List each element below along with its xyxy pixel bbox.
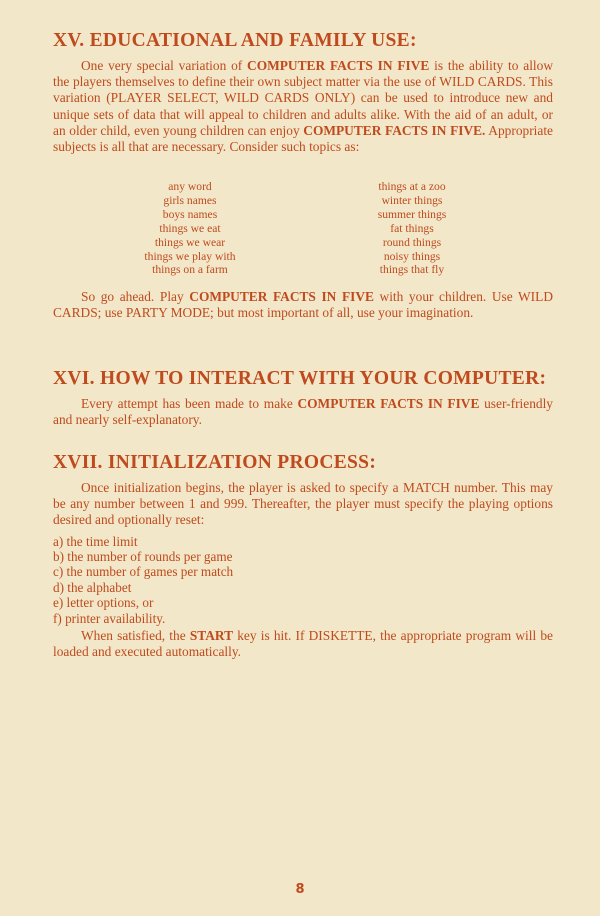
options-list [53,534,553,626]
topic-item: girls names [163,193,217,207]
text-run: user-friendly and nearly self-explanatory. [53,396,553,428]
product-name: COMPUTER FACTS IN FIVE [189,289,374,304]
topic-item: things on a farm [152,263,228,277]
text-run: One very special variation of [81,58,248,73]
topic-item: things we play with [144,249,236,263]
text-run: with your children. Use WILD CARDS; use PARTY MODE; but most important of all, use your imagination. [53,289,553,321]
topic-item: winter things [381,193,443,207]
topic-item: things at a zoo [378,180,446,193]
topic-item: round things [382,235,442,249]
section-paragraph [53,396,553,428]
option-item: f) printer availability. [53,610,166,626]
section-heading: XVII. INITIALIZATION PROCESS: [53,452,377,473]
topic-item: summer things [377,207,447,221]
section-paragraph [53,58,553,155]
topic-lists [0,180,600,280]
topic-item: things that fly [379,263,445,277]
text-run: is the ability to allow the players themselves to define their own subject matter via the use of WILD CARDS. This variation (PLAYER SELECT, WILD CARDS ONLY) can be used to introduce new and unique sets of data that will appeal to children and adults alike. With the aid of an adult, or an older child, even young children can enjoy [53,58,553,138]
page-number: 8 [295,882,305,897]
text-run: Appropriate subjects is all that are necessary. Consider such topics as: [53,122,553,155]
topic-item: boys names [162,207,218,221]
topic-list-left [130,180,250,277]
section-heading: XVI. HOW TO INTERACT WITH YOUR COMPUTER: [53,368,547,389]
product-name: COMPUTER FACTS IN FIVE. [303,122,486,138]
section-initialization-process [53,452,553,660]
section-paragraph [53,628,553,660]
text-run: When satisfied, the [81,628,190,644]
key-name: START [189,628,234,644]
option-item: c) the number of games per match [53,564,234,580]
text-run: key is hit. If DISKETTE, the appropriate program will be loaded and executed automatically. [53,628,553,660]
section-how-to-interact [53,368,553,428]
section-paragraph: Once initialization begins, the player is asked to specify a MATCH number. This may be any number between 1 and 999. Thereafter, the player must specify the playing options desired and optionally reset: [53,480,553,528]
option-item: d) the alphabet [53,579,132,595]
text-run: Every attempt has been made to make [81,396,298,411]
topic-item: things we wear [154,235,226,249]
topic-item: fat things [390,221,434,235]
text-run: So go ahead. Play [81,289,190,304]
topic-item: things we eat [159,221,221,235]
product-name: COMPUTER FACTS IN FIVE [297,396,480,411]
section-closing [53,289,553,321]
topic-item: noisy things [383,249,441,263]
section-heading: XV. EDUCATIONAL AND FAMILY USE: [53,30,417,51]
option-item: a) the time limit [53,533,138,549]
option-item: e) letter options, or [53,595,154,611]
topic-list-right [352,180,472,277]
option-item: b) the number of rounds per game [53,549,233,565]
topic-item: any word [168,180,212,193]
section-paragraph [53,289,553,321]
product-name: COMPUTER FACTS IN FIVE [247,58,430,73]
section-educational-family-use [53,30,553,155]
